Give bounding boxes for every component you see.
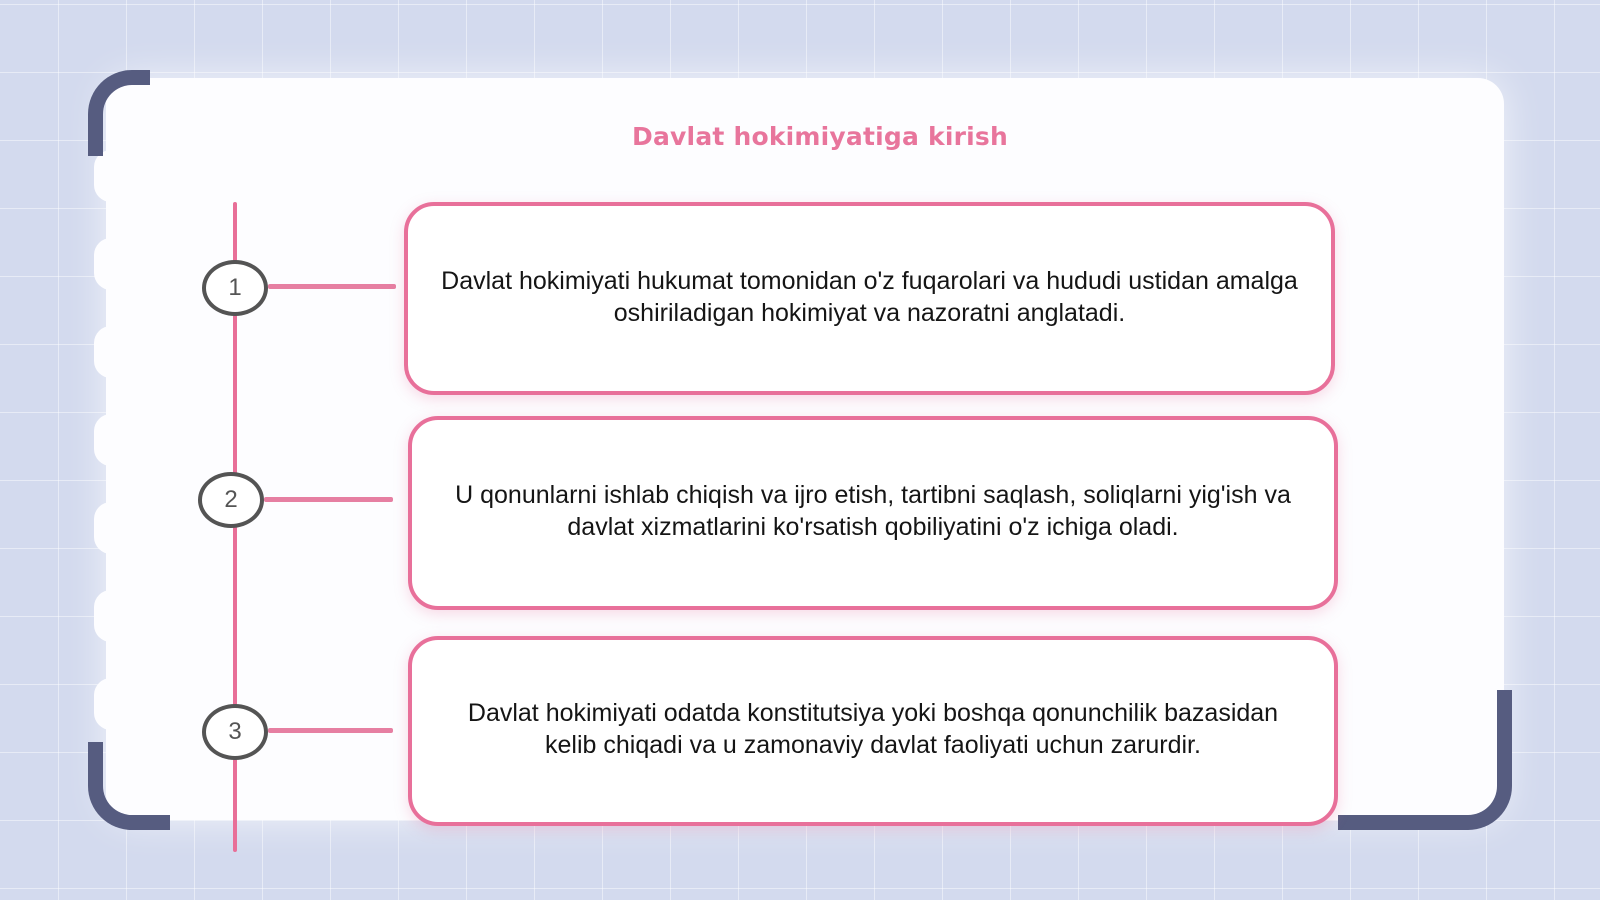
step-card-text: Davlat hokimiyati hukumat tomonidan o'z fuqarolari va hududi ustidan amalga oshiriladigan hokimiyat va nazoratni anglatadi. [441, 266, 1298, 327]
step-number: 1 [228, 274, 242, 301]
paper-scallop [94, 678, 128, 730]
step-card-text: Davlat hokimiyati odatda konstitutsiya yoki boshqa qonunchilik bazasidan kelib chiqadi va u zamonaviy davlat faoliyati uchun zarurdir. [467, 699, 1279, 759]
corner-bracket-bottom-right [1338, 690, 1512, 830]
paper-scallop [94, 238, 128, 290]
timeline-connector [264, 497, 393, 502]
step-number: 2 [224, 486, 238, 513]
slide-title: Davlat hokimiyatiga kirish [632, 122, 1008, 151]
step-card [408, 416, 1338, 610]
step-number-badge [202, 704, 268, 760]
step-card [408, 636, 1338, 826]
step-number-badge [202, 260, 268, 316]
step-card [404, 202, 1335, 395]
paper-scallop [94, 414, 128, 466]
timeline-connector [268, 284, 396, 289]
paper-scallop [94, 150, 128, 202]
step-number-badge [198, 472, 264, 528]
timeline-connector [268, 728, 393, 733]
paper-scallop [94, 590, 128, 642]
corner-bracket-bottom-left [88, 742, 170, 830]
paper-scallop [94, 326, 128, 378]
step-card-text: U qonunlarni ishlab chiqish va ijro etish, tartibni saqlash, soliqlarni yig'ish va davlat xizmatlarini ko'rsatish qobiliyatini o'z ichiga oladi. [455, 481, 1291, 541]
paper-scallop [94, 502, 128, 554]
step-number: 3 [228, 718, 242, 745]
